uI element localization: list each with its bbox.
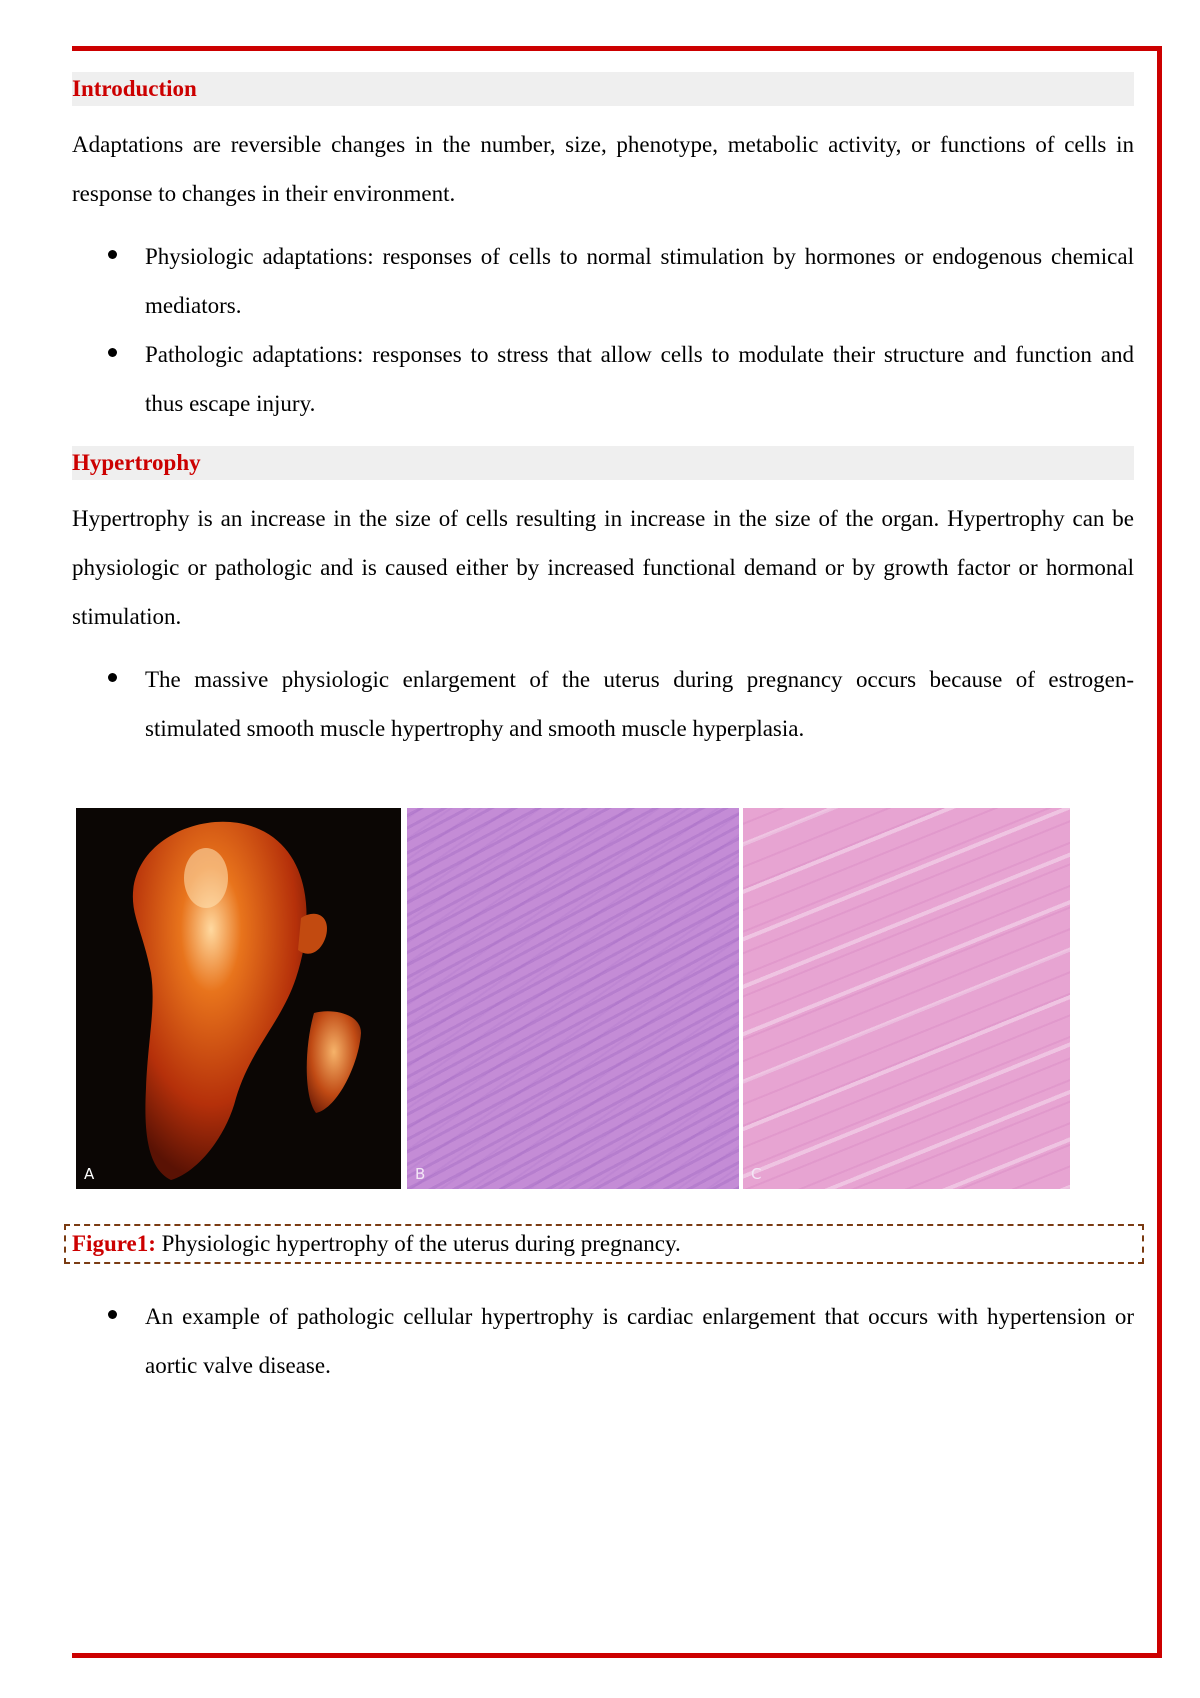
section-heading-hypertrophy: Hypertrophy [72, 446, 1134, 480]
bullet-icon [108, 348, 117, 357]
page-border-right [1157, 46, 1162, 1658]
list-item [72, 655, 1134, 753]
hypertrophy-paragraph: Hypertrophy is an increase in the size of cells resulting in increase in the size of the organ. Hypertrophy can be physiologic or pathologic and is caused either by increased functional demand or by growth factor or hormonal stimulation. [72, 506, 1134, 629]
panel-label-c: C [751, 1165, 762, 1183]
list-item [72, 232, 1134, 330]
page-border-top [72, 46, 1162, 51]
section-heading-introduction: Introduction [72, 72, 1134, 106]
bullet-text: The massive physiologic enlargement of the uterus during pregnancy occurs because of estrogen-stimulated smooth muscle hypertrophy and smooth muscle hyperplasia. [145, 667, 1134, 741]
figure-caption [64, 1224, 1144, 1264]
figure-caption-label: Figure1: [72, 1231, 156, 1256]
histology-hypertrophied-myometrium [743, 808, 1070, 1189]
bullet-icon [108, 250, 117, 259]
list-item [72, 330, 1134, 428]
page-border-bottom [72, 1653, 1162, 1658]
page-content [72, 72, 1134, 753]
bullet-text: Pathologic adaptations: responses to stress that allow cells to modulate their structure and function and thus escape injury. [145, 342, 1134, 416]
introduction-paragraph: Adaptations are reversible changes in the number, size, phenotype, metabolic activity, or functions of cells in response to changes in their environment. [72, 132, 1134, 206]
bullet-text: An example of pathologic cellular hypertrophy is cardiac enlargement that occurs with hypertension or aortic valve disease. [145, 1304, 1134, 1378]
histology-normal-myometrium [407, 808, 739, 1189]
list-item [72, 1292, 1134, 1390]
uterus-gross-photo [76, 808, 401, 1189]
figure-caption-text: Physiologic hypertrophy of the uterus during pregnancy. [155, 1231, 681, 1256]
hypertrophy-bullet-list [72, 655, 1134, 753]
bullet-text: Physiologic adaptations: responses of cells to normal stimulation by hormones or endogenous chemical mediators. [145, 244, 1134, 318]
bullet-icon [108, 1310, 117, 1319]
figure-images [76, 808, 1070, 1189]
introduction-bullet-list [72, 232, 1134, 428]
post-figure-content [72, 1292, 1134, 1390]
uterus-illustration [76, 808, 401, 1189]
bullet-icon [108, 673, 117, 682]
panel-label-a: A [84, 1165, 95, 1183]
panel-label-b: B [415, 1165, 426, 1183]
post-figure-bullet-list [72, 1292, 1134, 1390]
